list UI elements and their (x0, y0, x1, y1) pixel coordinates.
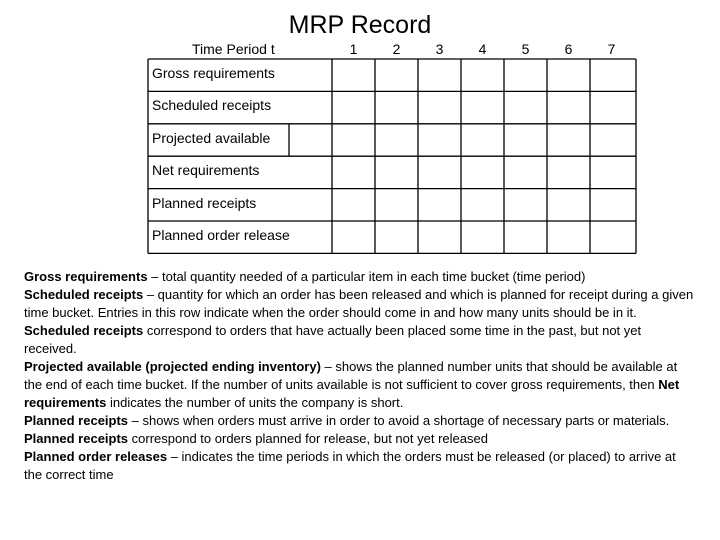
row-label: Planned order release (152, 227, 290, 243)
definition-text: – indicates the time periods in which the orders must be released (or placed) to arrive at the correct time (24, 449, 676, 482)
definition-text: – total quantity needed of a particular item in each time bucket (time period) (147, 269, 586, 284)
period-number: 2 (392, 41, 401, 57)
definition-term: Projected available (projected ending inventory) (24, 359, 321, 374)
definition-text: correspond to orders planned for release, but not yet released (128, 431, 488, 446)
period-number: 6 (564, 41, 573, 57)
definition-text: – shows when orders must arrive in order to avoid a shortage of necessary parts or materials. (128, 413, 670, 428)
definition-term: Planned order releases (24, 449, 168, 464)
row-label: Gross requirements (152, 65, 275, 81)
period-number: 7 (607, 41, 616, 57)
period-number: 3 (435, 41, 444, 57)
definitions (24, 268, 696, 484)
definition-term: Gross requirements (24, 269, 148, 284)
period-number: 5 (521, 41, 530, 57)
page-title: MRP Record (288, 11, 432, 39)
definition-text: correspond to orders that have actually been placed some time in the past, but not yet received. (24, 323, 642, 356)
definition-term: Scheduled receipts (24, 323, 144, 338)
definition-text: – quantity for which an order has been released and which is planned for receipt during a given time bucket. Entries in this row indicate when the order should come in and how many units should be in it. (24, 287, 694, 320)
definition-paragraph (24, 448, 696, 484)
definition-term: Planned receipts (24, 431, 129, 446)
row-label: Net requirements (152, 162, 260, 179)
definition-paragraph (24, 358, 696, 412)
row-label: Projected available (152, 129, 271, 146)
time-period-label: Time Period t (192, 41, 275, 57)
definition-term: Scheduled receipts (24, 287, 144, 302)
definition-text: indicates the number of units the company is short. (106, 395, 404, 410)
definition-paragraph (24, 268, 696, 286)
row-label: Scheduled receipts (152, 97, 272, 114)
definition-term: Planned receipts (24, 413, 129, 428)
definition-paragraph (24, 412, 696, 448)
row-label: Planned receipts (152, 194, 257, 211)
definition-text: – shows the planned number units that should be available at the end of each time bucket. If the number of units available is not sufficient to cover gross requirements, then (24, 359, 678, 392)
definition-paragraph (24, 286, 696, 358)
period-number: 1 (349, 41, 358, 57)
definition-term: Net requirements (24, 377, 680, 410)
period-number: 4 (478, 41, 487, 57)
